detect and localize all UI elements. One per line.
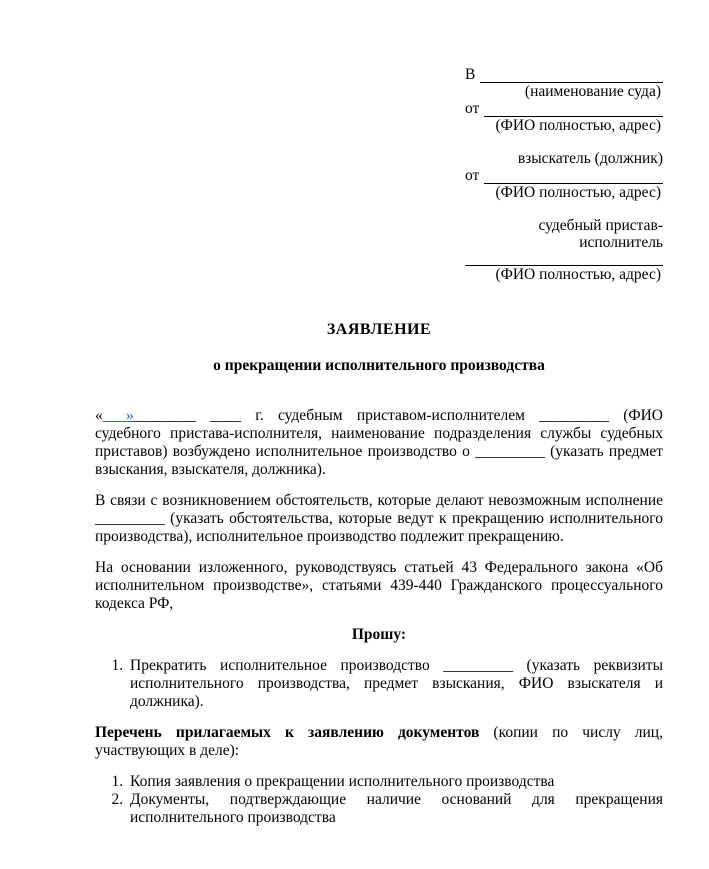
request-item: 1. Прекратить исполнительное производство _________ (указать реквизиты исполнительного производства, предмет взыскания, ФИО взыскателя и должника). [127,657,663,711]
applicant-field-prefix: от [465,100,480,117]
claimant-label: взыскатель (должник) [517,150,663,167]
court-field-caption: (наименование суда) [524,83,661,100]
attachment-item: 2. Документы, подтверждающие наличие оснований для прекращения исполнительного производства [127,791,663,827]
document-title: ЗАЯВЛЕНИЕ [326,321,432,338]
bailiff-field-blank-line [465,251,663,266]
applicant-field-blank-line [484,102,663,117]
addressee-gap [465,134,663,150]
document-body [95,407,663,827]
claimant-field [465,167,663,184]
attachment-item: 1. Копия заявления о прекращении исполнительного производства [127,773,663,791]
date-link[interactable]: ___» [102,407,134,424]
p1-text: ________ ____ г. судебным приставом-исполнителем _________ (ФИО судебного пристава-исполнителя, наименование подразделения службы судебных приставов) возбуждено исполнительное производство о _________ (указать предмет взыскания, взыскателя, должника). [95,407,663,478]
court-field [465,66,663,83]
claimant-field-blank-line [484,169,663,184]
applicant-field [465,100,663,117]
court-field-prefix: В [465,66,476,83]
paragraph-circumstances: В связи с возникновением обстоятельств, которые делают невозможным исполнение _________ (указать обстоятельства, которые ведут к прекращению исполнительного производства), исполнительное производство подлежит прекращению. [95,492,663,545]
attachments-heading-bold: Перечень прилагаемых к заявлению документов [95,724,480,741]
claimant-field-prefix: от [465,167,480,184]
bailiff-field [465,251,663,266]
claimant-field-caption: (ФИО полностью, адрес) [495,184,661,201]
bailiff-label: судебный пристав-исполнитель [538,217,663,251]
request-list [95,657,663,711]
bailiff-field-caption: (ФИО полностью, адрес) [495,266,661,283]
attachments-heading [95,724,663,760]
document-subtitle: о прекращении исполнительного производства [213,357,545,374]
paragraph-proceeding-opened [95,407,663,479]
attachments-heading-rest: (копии по числу лиц, участвующих в деле): [95,724,663,759]
request-heading: Прошу: [351,626,407,643]
court-field-blank-line [480,68,663,83]
addressee-gap [465,201,663,217]
attachments-list [95,773,663,827]
addressee-block [465,0,663,283]
paragraph-legal-grounds: На основании изложенного, руководствуясь статьей 43 Федерального закона «Об исполнительном производстве», статьями 439-440 Гражданского процессуального кодекса РФ, [95,559,663,612]
document-content [95,0,663,827]
p1-open-quote: « [95,407,103,424]
applicant-field-caption: (ФИО полностью, адрес) [495,117,661,134]
